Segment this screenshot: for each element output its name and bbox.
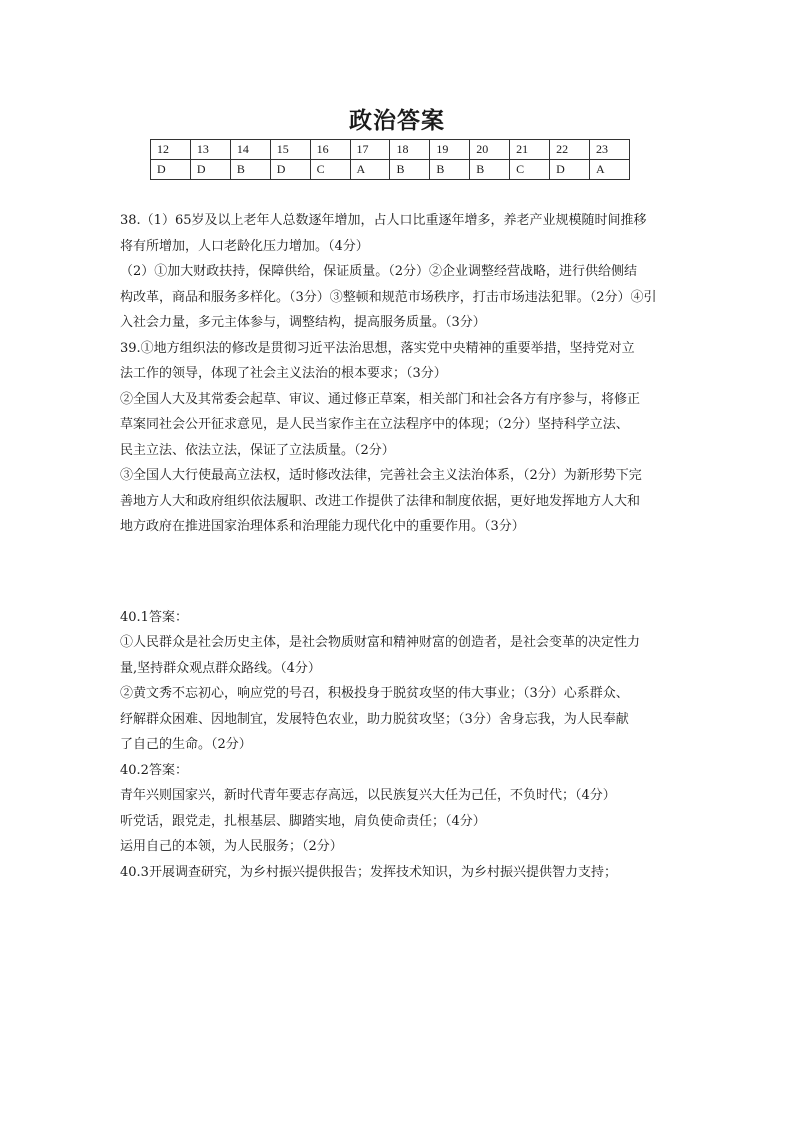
answer-40-1-line: 了自己的生命。（2分） — [120, 737, 252, 752]
answer-39-line: 法工作的领导，体现了社会主义法治的根本要求；（3分） — [120, 366, 447, 381]
answer-cell: D — [270, 160, 310, 180]
answer-40-2-line: 青年兴则国家兴，新时代青年要志存高远，以民族复兴大任为己任，不负时代；（4分） — [120, 788, 616, 803]
answer-row — [151, 160, 630, 180]
answer-cell: A — [589, 160, 629, 180]
question-number-cell: 19 — [430, 140, 470, 160]
question-number-cell: 20 — [470, 140, 510, 160]
answer-38-line: （2）①加大财政扶持，保障供给，保证质量。（2分）②企业调整经营战略，进行供给侧结 — [120, 264, 638, 279]
answer-body — [120, 208, 680, 885]
answer-40-2-line: 运用自己的本领，为人民服务；（2分） — [120, 839, 343, 854]
answer-cell: D — [151, 160, 191, 180]
answer-cell: A — [350, 160, 390, 180]
answer-cell: B — [390, 160, 430, 180]
answer-39-line: ②全国人大及其常委会起草、审议、通过修正草案，相关部门和社会各方有序参与，将修正 — [120, 391, 641, 407]
question-number-cell: 16 — [310, 140, 350, 160]
question-number-cell: 23 — [589, 140, 629, 160]
question-number-cell: 21 — [510, 140, 550, 160]
answer-38-line: 入社会力量，多元主体参与，调整结构，提高服务质量。（3分） — [120, 315, 486, 330]
question-number-cell: 13 — [190, 140, 230, 160]
answer-38-line: 将有所增加，人口老龄化压力增加。（4分） — [120, 238, 369, 254]
section-gap — [120, 540, 680, 605]
question-number-cell: 18 — [390, 140, 430, 160]
question-number-cell: 17 — [350, 140, 390, 160]
answer-cell: B — [430, 160, 470, 180]
answer-39-line: ③全国人大行使最高立法权，适时修改法律，完善社会主义法治体系，（2分）为新形势下完 — [120, 468, 642, 483]
question-number-row — [151, 140, 630, 160]
answer-40-1-line: 量,坚持群众观点群众路线。（4分） — [120, 660, 321, 676]
answer-cell: B — [470, 160, 510, 180]
answer-40-1-line: 纾解群众困难、因地制宜，发展特色农业，助力脱贫攻坚；（3分）舍身忘我，为人民奉献 — [120, 711, 629, 727]
answer-38-line: 构改革，商品和服务多样化。（3分）③整顿和规范市场秩序，打击市场违法犯罪。（2分）④引 — [120, 289, 657, 305]
question-number-cell: 22 — [550, 140, 590, 160]
answer-40-3-line: 40.3开展调查研究，为乡村振兴提供报告；发挥技术知识，为乡村振兴提供智力支持； — [120, 864, 617, 880]
answer-40-1-line: ②黄文秀不忘初心，响应党的号召，积极投身于脱贫攻坚的伟大事业；（3分）心系群众、 — [120, 686, 629, 701]
answer-cell: D — [190, 160, 230, 180]
answer-40-2-heading: 40.2答案： — [120, 762, 188, 778]
question-number-cell: 12 — [151, 140, 191, 160]
answer-38-line: 38.（1）65岁及以上老年人总数逐年增加，占人口比重逐年增多，养老产业规模随时间推移 — [120, 213, 647, 228]
answer-39-line: 民主立法、依法立法，保证了立法质量。（2分） — [120, 442, 395, 458]
answer-cell: C — [310, 160, 350, 180]
answer-40-1-line: ①人民群众是社会历史主体，是社会物质财富和精神财富的创造者，是社会变革的决定性力 — [120, 635, 641, 650]
answer-cell: B — [230, 160, 270, 180]
answer-cell: C — [510, 160, 550, 180]
answer-table — [150, 139, 630, 180]
page-title: 政治答案 — [349, 108, 445, 134]
answer-cell: D — [550, 160, 590, 180]
question-number-cell: 15 — [270, 140, 310, 160]
answer-39-line: 草案同社会公开征求意见，是人民当家作主在立法程序中的体现；（2分）坚持科学立法、 — [120, 417, 629, 432]
answer-40-2-line: 听党话，跟党走，扎根基层、脚踏实地，肩负使命责任；（4分） — [120, 813, 486, 829]
answer-40-1-heading: 40.1答案： — [120, 609, 188, 625]
answer-39-line: 地方政府在推进国家治理体系和治理能力现代化中的重要作用。（3分） — [120, 519, 525, 534]
question-number-cell: 14 — [230, 140, 270, 160]
answer-39-line: 39.①地方组织法的修改是贯彻习近平法治思想，落实党中央精神的重要举措，坚持党对立 — [120, 340, 635, 356]
answer-39-line: 善地方人大和政府组织依法履职、改进工作提供了法律和制度依据，更好地发挥地方人大和 — [120, 493, 641, 509]
